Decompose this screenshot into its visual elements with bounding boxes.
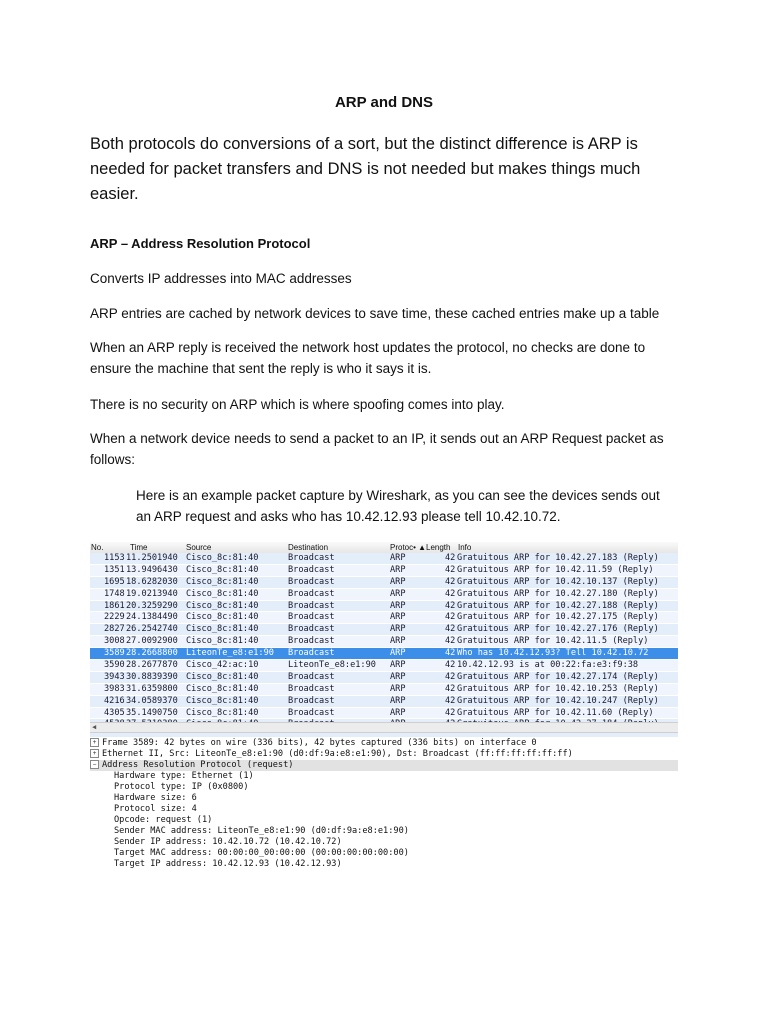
packet-time: 20.3259290 xyxy=(126,600,178,611)
paragraph-arp-reply: When an ARP reply is received the network host updates the protocol, no checks are done to ensure the machine that sent the reply is who it says it is. xyxy=(90,340,646,376)
packet-row-1351[interactable] xyxy=(90,565,678,577)
packet-no: 2229 xyxy=(104,612,125,623)
column-no[interactable]: No. xyxy=(91,543,104,552)
column-protocol[interactable]: Protoc• ▲ xyxy=(390,543,427,552)
page-title: ARP and DNS xyxy=(334,94,434,111)
packet-protocol: ARP xyxy=(390,671,406,682)
detail-field[interactable]: Target IP address: 10.42.12.93 (10.42.12.93) xyxy=(114,859,342,869)
packet-time: 31.6359800 xyxy=(126,683,178,694)
column-destination[interactable]: Destination xyxy=(288,543,329,552)
packet-destination: Broadcast xyxy=(288,671,335,682)
packet-destination: Broadcast xyxy=(288,648,335,659)
packet-no: 1695 xyxy=(104,576,125,587)
packet-destination: Broadcast xyxy=(288,576,335,587)
collapse-icon[interactable]: − xyxy=(90,760,99,769)
packet-info: Gratuitous ARP for 10.42.10.253 (Reply) xyxy=(457,683,659,694)
detail-frame[interactable] xyxy=(90,738,678,749)
arp-heading: ARP – Address Resolution Protocol xyxy=(90,236,311,251)
column-length[interactable]: Length xyxy=(426,543,451,552)
detail-field[interactable]: Protocol size: 4 xyxy=(114,804,197,814)
detail-ethernet-text: Ethernet II, Src: LiteonTe_e8:e1:90 (d0:df:9a:e8:e1:90), Dst: Broadcast (ff:ff:ff:ff:ff:ff) xyxy=(102,749,573,759)
packet-destination: Broadcast xyxy=(288,636,335,647)
paragraph-arp-converts: Converts IP addresses into MAC addresses xyxy=(90,271,352,286)
packet-length: 42 xyxy=(445,636,456,647)
packet-time: 19.0213940 xyxy=(126,588,178,599)
packet-protocol: ARP xyxy=(390,648,406,659)
paragraph-arp-request: When a network device needs to send a packet to an IP, it sends out an ARP Request packet as follows: xyxy=(90,431,664,467)
horizontal-scrollbar[interactable] xyxy=(90,722,678,733)
packet-time: 28.2677870 xyxy=(126,660,178,671)
packet-source: Cisco_8c:81:40 xyxy=(186,671,259,682)
packet-length: 42 xyxy=(445,624,456,635)
packet-protocol: ARP xyxy=(390,553,406,563)
packet-row-3943[interactable] xyxy=(90,672,678,684)
detail-field[interactable]: Hardware type: Ethernet (1) xyxy=(114,771,254,781)
packet-info: Gratuitous ARP for 10.42.10.247 (Reply) xyxy=(457,695,659,706)
packet-no: 4216 xyxy=(104,695,125,706)
detail-ethernet[interactable] xyxy=(90,749,678,760)
column-source[interactable]: Source xyxy=(186,543,212,552)
packet-protocol: ARP xyxy=(390,636,406,647)
packet-no: 3008 xyxy=(104,636,125,647)
packet-length: 42 xyxy=(445,648,456,659)
column-info[interactable]: Info xyxy=(458,543,472,552)
packet-info: Gratuitous ARP for 10.42.27.174 (Reply) xyxy=(457,671,659,682)
detail-field[interactable]: Opcode: request (1) xyxy=(114,815,213,825)
packet-protocol: ARP xyxy=(390,564,406,575)
intro-paragraph: Both protocols do conversions of a sort, but the distinct difference is ARP is needed for packet transfers and DNS is not needed but makes things much easier. xyxy=(90,135,641,203)
packet-info: 10.42.12.93 is at 00:22:fa:e3:f9:38 xyxy=(457,660,639,671)
packet-time: 11.2501940 xyxy=(126,553,178,563)
detail-field[interactable]: Protocol type: IP (0x0800) xyxy=(114,782,249,792)
packet-protocol: ARP xyxy=(390,576,406,587)
packet-length: 42 xyxy=(445,612,456,623)
packet-destination: Broadcast xyxy=(288,695,335,706)
packet-source: Cisco_8c:81:40 xyxy=(186,576,259,587)
packet-row-3590[interactable] xyxy=(90,660,678,672)
packet-row-3589[interactable] xyxy=(90,648,678,660)
packet-destination: Broadcast xyxy=(288,588,335,599)
paragraph-wireshark-example: Here is an example packet capture by Wireshark, as you can see the devices sends out an ARP request and asks who has 10.42.12.93 please tell 10.42.10.72. xyxy=(136,488,660,524)
packet-destination: Broadcast xyxy=(288,683,335,694)
packet-no: 3589 xyxy=(104,648,125,659)
packet-length: 42 xyxy=(445,564,456,575)
packet-info: Gratuitous ARP for 10.42.27.180 (Reply) xyxy=(457,588,659,599)
packet-length: 42 xyxy=(445,576,456,587)
packet-no: 2827 xyxy=(104,624,125,635)
packet-protocol: ARP xyxy=(390,588,406,599)
paragraph-arp-cache: ARP entries are cached by network devices to save time, these cached entries make up a table xyxy=(90,306,660,321)
packet-no: 4305 xyxy=(104,707,125,718)
detail-field[interactable]: Sender IP address: 10.42.10.72 (10.42.10.72) xyxy=(114,837,342,847)
packet-row-4305[interactable] xyxy=(90,708,678,720)
packet-source: Cisco_8c:81:40 xyxy=(186,600,259,611)
packet-source: Cisco_8c:81:40 xyxy=(186,564,259,575)
packet-list xyxy=(90,553,678,738)
packet-no: 3983 xyxy=(104,683,125,694)
packet-no: 3590 xyxy=(104,660,125,671)
wireshark-capture xyxy=(90,542,678,874)
packet-length: 42 xyxy=(445,588,456,599)
packet-info: Gratuitous ARP for 10.42.11.5 (Reply) xyxy=(457,636,649,647)
packet-time: 27.0092900 xyxy=(126,636,178,647)
packet-protocol: ARP xyxy=(390,707,406,718)
column-time[interactable]: Time xyxy=(130,543,148,552)
packet-row-2827[interactable] xyxy=(90,624,678,636)
detail-field[interactable]: Sender MAC address: LiteonTe_e8:e1:90 (d0:df:9a:e8:e1:90) xyxy=(114,826,409,836)
packet-source: Cisco_8c:81:40 xyxy=(186,612,259,623)
packet-row-4216[interactable] xyxy=(90,696,678,708)
packet-info: Gratuitous ARP for 10.42.27.175 (Reply) xyxy=(457,612,659,623)
packet-time: 30.8839390 xyxy=(126,671,178,682)
paragraph-arp-security: There is no security on ARP which is where spoofing comes into play. xyxy=(90,397,505,412)
packet-length: 42 xyxy=(445,707,456,718)
packet-info: Gratuitous ARP for 10.42.27.176 (Reply) xyxy=(457,624,659,635)
packet-protocol: ARP xyxy=(390,660,406,671)
packet-length: 42 xyxy=(445,683,456,694)
packet-row-1153[interactable] xyxy=(90,553,678,565)
packet-info: Who has 10.42.12.93? Tell 10.42.10.72 xyxy=(457,648,649,659)
packet-protocol: ARP xyxy=(390,612,406,623)
packet-source: Cisco_42:ac:10 xyxy=(186,660,259,671)
packet-row-1861[interactable] xyxy=(90,601,678,613)
packet-details-pane xyxy=(90,738,678,870)
packet-destination: Broadcast xyxy=(288,564,335,575)
packet-source: Cisco_8c:81:40 xyxy=(186,636,259,647)
packet-time: 13.9496430 xyxy=(126,564,178,575)
packet-row-1748[interactable] xyxy=(90,589,678,601)
detail-arp[interactable] xyxy=(90,760,678,771)
packet-destination: Broadcast xyxy=(288,612,335,623)
detail-arp-text: Address Resolution Protocol (request) xyxy=(102,760,294,770)
packet-time: 24.1384490 xyxy=(126,612,178,623)
packet-no: 3943 xyxy=(104,671,125,682)
packet-length: 42 xyxy=(445,553,456,563)
packet-time: 28.2668800 xyxy=(126,648,178,659)
packet-row-3983[interactable] xyxy=(90,684,678,696)
packet-source: Cisco_8c:81:40 xyxy=(186,588,259,599)
packet-row-2229[interactable] xyxy=(90,612,678,624)
packet-length: 42 xyxy=(445,660,456,671)
packet-info: Gratuitous ARP for 10.42.11.60 (Reply) xyxy=(457,707,654,718)
expand-icon[interactable]: + xyxy=(90,738,99,747)
packet-time: 34.0589370 xyxy=(126,695,178,706)
packet-row-1695[interactable] xyxy=(90,577,678,589)
packet-destination: LiteonTe_e8:e1:90 xyxy=(288,660,376,671)
scroll-left-icon[interactable]: ◀ xyxy=(92,723,97,731)
packet-row-3008[interactable] xyxy=(90,636,678,648)
packet-info: Gratuitous ARP for 10.42.11.59 (Reply) xyxy=(457,564,654,575)
detail-field[interactable]: Hardware size: 6 xyxy=(114,793,197,803)
packet-source: Cisco_8c:81:40 xyxy=(186,553,259,563)
packet-destination: Broadcast xyxy=(288,707,335,718)
packet-protocol: ARP xyxy=(390,624,406,635)
packet-destination: Broadcast xyxy=(288,624,335,635)
detail-field[interactable]: Target MAC address: 00:00:00_00:00:00 (00:00:00:00:00:00) xyxy=(114,848,409,858)
detail-frame-text: Frame 3589: 42 bytes on wire (336 bits), 42 bytes captured (336 bits) on interface 0 xyxy=(102,738,537,748)
packet-no: 1351 xyxy=(104,564,125,575)
packet-source: Cisco_8c:81:40 xyxy=(186,695,259,706)
packet-length: 42 xyxy=(445,695,456,706)
packet-protocol: ARP xyxy=(390,695,406,706)
packet-no: 1861 xyxy=(104,600,125,611)
packet-no: 1153 xyxy=(104,553,125,563)
packet-destination: Broadcast xyxy=(288,553,335,563)
packet-source: LiteonTe_e8:e1:90 xyxy=(186,648,274,659)
packet-protocol: ARP xyxy=(390,600,406,611)
packet-info: Gratuitous ARP for 10.42.10.137 (Reply) xyxy=(457,576,659,587)
packet-time: 18.6282030 xyxy=(126,576,178,587)
packet-time: 26.2542740 xyxy=(126,624,178,635)
packet-source: Cisco_8c:81:40 xyxy=(186,683,259,694)
packet-source: Cisco_8c:81:40 xyxy=(186,707,259,718)
packet-source: Cisco_8c:81:40 xyxy=(186,624,259,635)
packet-length: 42 xyxy=(445,600,456,611)
expand-icon[interactable]: + xyxy=(90,749,99,758)
packet-destination: Broadcast xyxy=(288,600,335,611)
packet-info: Gratuitous ARP for 10.42.27.188 (Reply) xyxy=(457,600,659,611)
packet-time: 35.1490750 xyxy=(126,707,178,718)
packet-length: 42 xyxy=(445,671,456,682)
packet-protocol: ARP xyxy=(390,683,406,694)
packet-info: Gratuitous ARP for 10.42.27.183 (Reply) xyxy=(457,553,659,563)
packet-no: 1748 xyxy=(104,588,125,599)
